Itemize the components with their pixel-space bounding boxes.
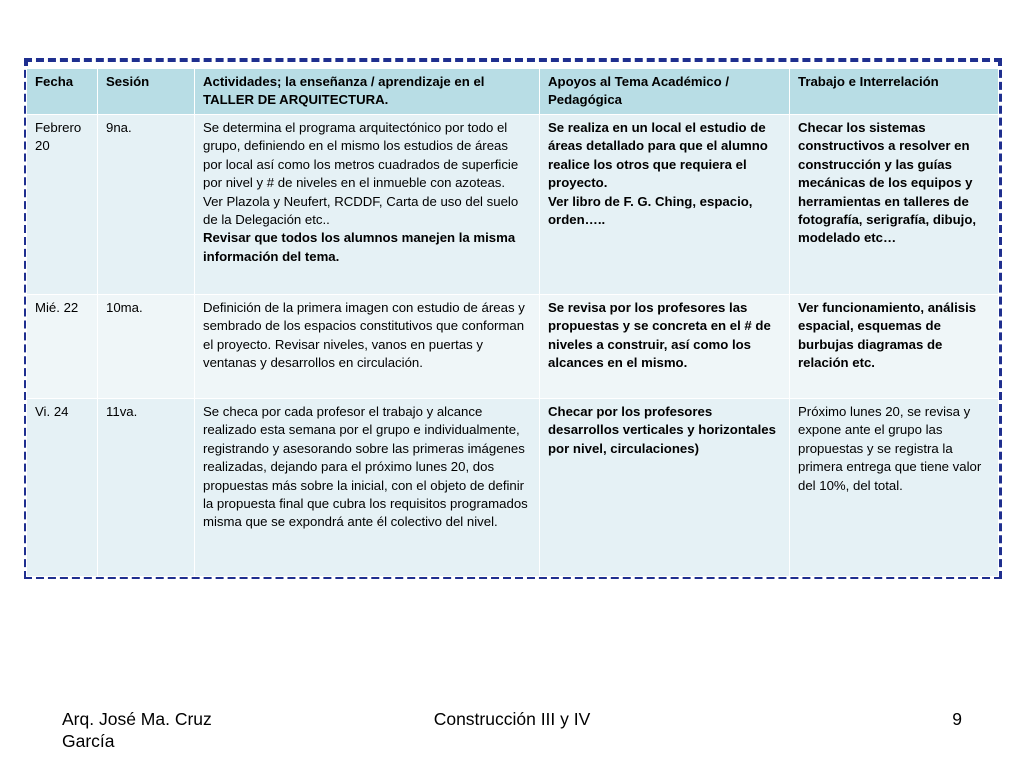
cell-actividades xyxy=(195,295,540,399)
apoyos-text: Se revisa por los profesores las propuestas y se concreta en el # de niveles a construir, así como los alcances en el mismo. xyxy=(548,300,771,371)
cell-trabajo xyxy=(790,295,999,399)
cell-actividades xyxy=(195,399,540,577)
cell-sesion: 10ma. xyxy=(98,295,195,399)
footer-page-number: 9 xyxy=(952,709,962,729)
cell-apoyos xyxy=(540,115,790,295)
schedule-table xyxy=(26,68,999,577)
cell-sesion: 11va. xyxy=(98,399,195,577)
cell-trabajo xyxy=(790,115,999,295)
header-row xyxy=(27,69,999,115)
cell-trabajo xyxy=(790,399,999,577)
actividades-text: Se checa por cada profesor el trabajo y alcance realizado esta semana por el grupo e individualmente, registrando y asesorando sobre las primeras imágenes realizadas, dejando para el próximo lunes 20, dos propuestas más sobre la inicial, con el objeto de definir la propuesta final que cubra los requisitos programados misma que se expondrá ante él colectivo del nivel. xyxy=(203,404,528,530)
trabajo-text: Ver funcionamiento, análisis espacial, esquemas de burbujas diagramas de relación etc. xyxy=(798,300,977,371)
table-row xyxy=(27,295,999,399)
footer-author: Arq. José Ma. Cruz García xyxy=(62,709,212,751)
table-row xyxy=(27,399,999,577)
trabajo-text: Próximo lunes 20, se revisa y expone ante el grupo las propuestas y se registra la primera entrega que tiene valor del 10%, del total. xyxy=(798,404,982,493)
apoyos-reference: Ver libro de F. G. Ching, espacio, orden….. xyxy=(548,193,753,228)
cell-sesion: 9na. xyxy=(98,115,195,295)
header-fecha: Fecha xyxy=(27,69,98,115)
apoyos-text: Se realiza en un local el estudio de áreas detallado para que el alumno realice los otros que requiera el proyecto. xyxy=(548,120,768,191)
cell-apoyos xyxy=(540,295,790,399)
cell-fecha: Mié. 22 xyxy=(27,295,98,399)
header-trabajo: Trabajo e Interrelación xyxy=(790,69,999,115)
cell-actividades xyxy=(195,115,540,295)
footer-course: Construcción III y IV xyxy=(433,709,591,729)
table-row xyxy=(27,115,999,295)
trabajo-text: Checar los sistemas constructivos a resolver en construcción y las guías mecánicas de los equipos y herramientas en talleres de fotografía, serigrafía, dibujo, modelado etc… xyxy=(798,120,977,246)
actividades-text: Definición de la primera imagen con estudio de áreas y sembrado de los espacios constitutivos que conforman el proyecto. Revisar niveles, vanos en puertas y ventanas y desarrollos en circulación. xyxy=(203,300,525,371)
cell-fecha: Febrero20 xyxy=(27,115,98,295)
cell-fecha: Vi. 24 xyxy=(27,399,98,577)
actividades-reference: Ver Plazola y Neufert, RCDDF, Carta de uso del suelo de la Delegación etc.. xyxy=(203,193,519,228)
header-actividades: Actividades; la enseñanza / aprendizaje en el TALLER DE ARQUITECTURA. xyxy=(195,69,540,115)
cell-apoyos xyxy=(540,399,790,577)
actividades-note: Revisar que todos los alumnos manejen la misma información del tema. xyxy=(203,230,516,264)
header-sesion: Sesión xyxy=(98,69,195,115)
header-apoyos: Apoyos al Tema Académico / Pedagógica xyxy=(540,69,790,115)
actividades-text: Se determina el programa arquitectónico por todo el grupo, definiendo en el mismo los estudios de áreas por local así como los metros cuadrados de superficie por nivel y # de niveles en el inmueble con azoteas. xyxy=(203,120,519,191)
apoyos-text: Checar por los profesores desarrollos verticales y horizontales por nivel, circulaciones) xyxy=(548,404,776,456)
